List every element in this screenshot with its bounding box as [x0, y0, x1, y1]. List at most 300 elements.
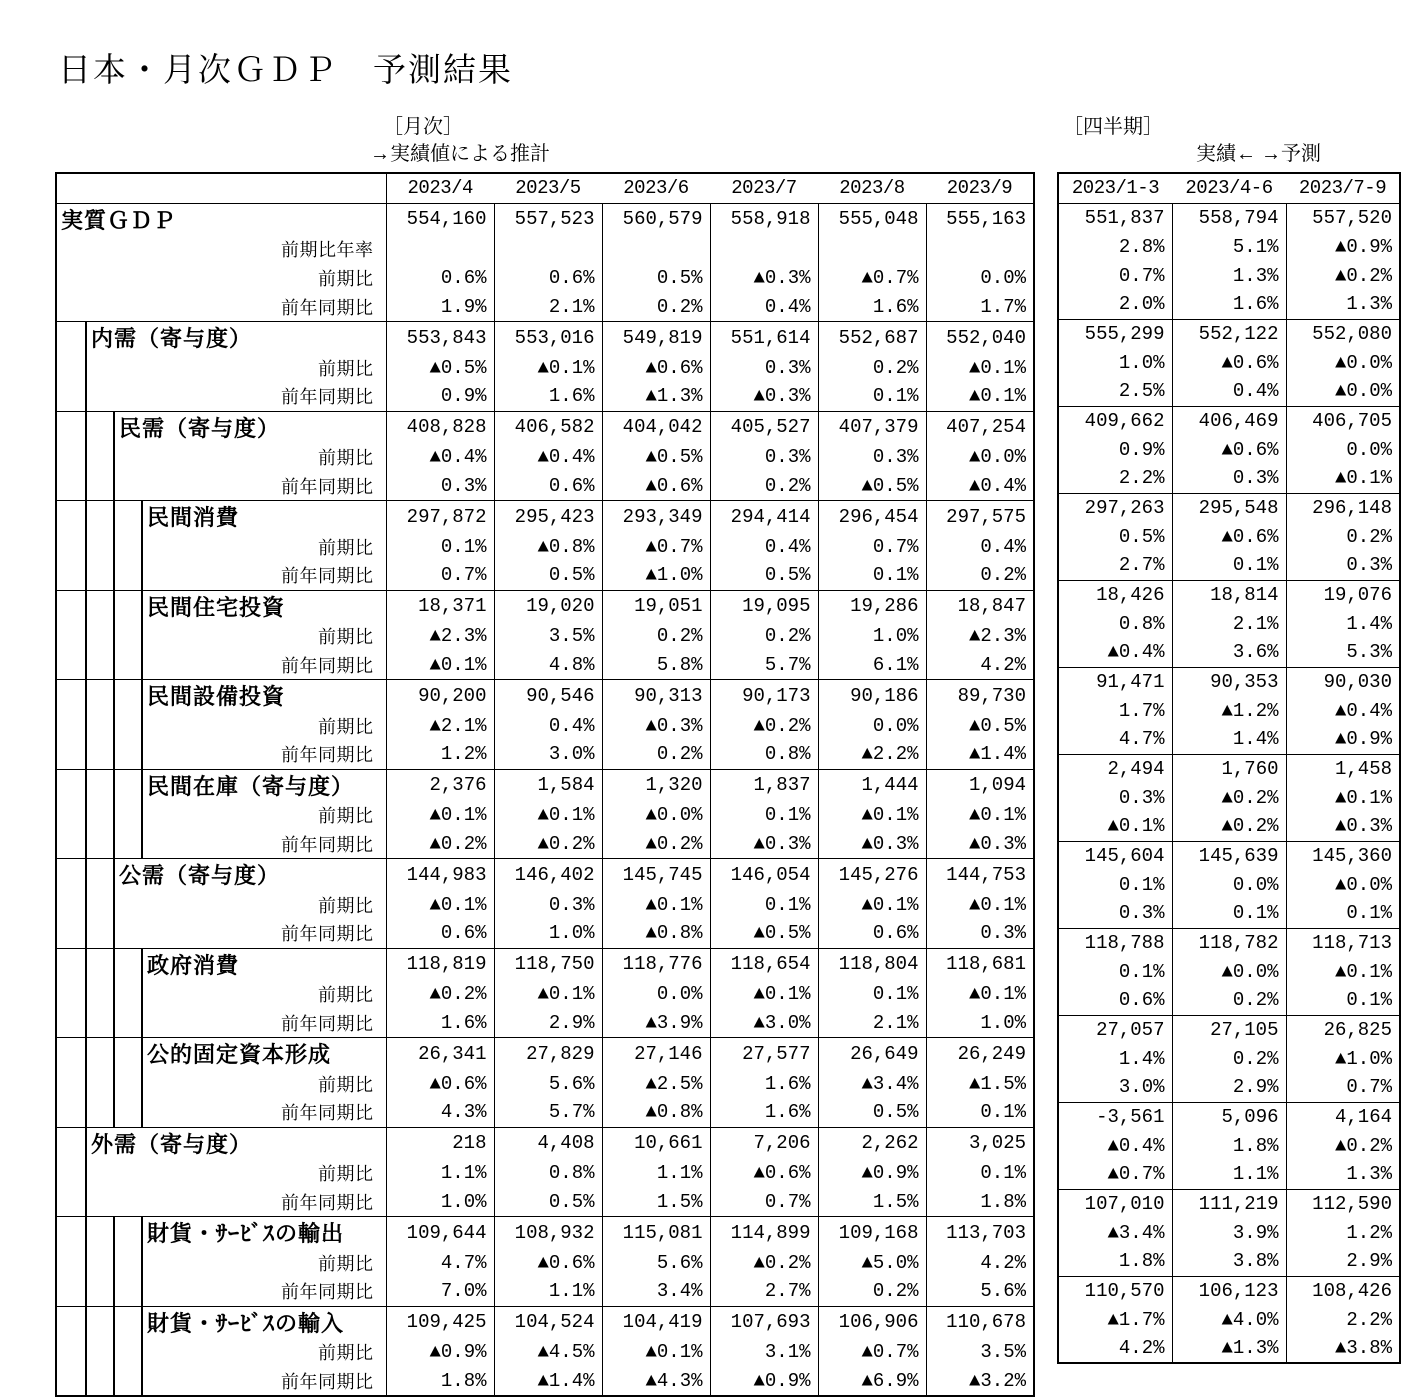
monthly-value-cell: 114,899: [710, 1217, 818, 1249]
quarterly-value-cell: 1.1%: [1172, 1160, 1286, 1189]
monthly-value-cell: [818, 235, 926, 264]
monthly-value-cell: 4.8%: [494, 651, 602, 680]
table-row: [1058, 232, 1400, 261]
indent-guide: [113, 770, 115, 801]
monthly-header-row: [56, 173, 1034, 203]
monthly-value-cell: ▲0.2%: [386, 980, 494, 1009]
indent-guide: [85, 801, 87, 830]
quarterly-value-cell: ▲0.2%: [1172, 812, 1286, 841]
quarterly-value-cell: ▲0.6%: [1172, 435, 1286, 464]
quarterly-value-cell: 106,123: [1172, 1276, 1286, 1305]
quarterly-value-cell: 90,353: [1172, 667, 1286, 696]
monthly-value-cell: 0.3%: [818, 443, 926, 472]
indent-guide: [85, 1009, 87, 1038]
indent-guide: [141, 1338, 143, 1367]
row-label-metric: [56, 622, 386, 651]
quarterly-value-cell: 1.6%: [1172, 290, 1286, 319]
monthly-value-cell: 0.0%: [926, 264, 1034, 293]
table-row: [56, 1188, 1034, 1217]
row-label-metric: [56, 1248, 386, 1277]
monthly-value-cell: ▲2.2%: [818, 740, 926, 769]
monthly-value-cell: 144,753: [926, 859, 1034, 891]
table-row: [56, 532, 1034, 561]
indent-guide: [113, 680, 115, 711]
monthly-value-cell: 1.6%: [710, 1069, 818, 1098]
quarterly-value-cell: 18,814: [1172, 580, 1286, 609]
monthly-value-cell: ▲0.8%: [602, 1098, 710, 1127]
monthly-value-cell: ▲0.3%: [602, 711, 710, 740]
quarterly-value-cell: 2.2%: [1286, 1305, 1400, 1334]
quarterly-value-cell: 1.2%: [1286, 1218, 1400, 1247]
row-label-metric: [56, 651, 386, 680]
metric-label: 前年同期比: [281, 924, 374, 945]
quarterly-value-cell: ▲0.0%: [1286, 870, 1400, 899]
monthly-value-cell: 0.4%: [494, 711, 602, 740]
monthly-value-cell: ▲0.5%: [386, 353, 494, 382]
monthly-value-cell: 1,094: [926, 769, 1034, 801]
monthly-value-cell: 1.0%: [386, 1188, 494, 1217]
metric-label: 前期比: [318, 1343, 374, 1363]
caption-quarterly-bracket: ［四半期］: [1063, 116, 1163, 138]
quarterly-value-cell: 406,705: [1286, 406, 1400, 435]
quarterly-value-cell: 0.1%: [1286, 986, 1400, 1015]
monthly-value-cell: 5.7%: [710, 651, 818, 680]
indent-guide: [113, 501, 115, 532]
indent-guide: [113, 622, 115, 651]
monthly-value-cell: 118,804: [818, 948, 926, 980]
monthly-value-cell: 408,828: [386, 411, 494, 443]
monthly-value-cell: 0.9%: [386, 382, 494, 411]
indent-guide: [85, 1038, 87, 1069]
indent-guide: [85, 651, 87, 680]
quarterly-value-cell: 555,299: [1058, 319, 1172, 348]
quarterly-value-cell: 27,105: [1172, 1015, 1286, 1044]
quarterly-value-cell: 1.8%: [1058, 1247, 1172, 1276]
table-row: [56, 235, 1034, 264]
metric-label: 前年同期比: [281, 566, 374, 587]
metric-label: 前年同期比: [281, 745, 374, 766]
quarterly-value-cell: 409,662: [1058, 406, 1172, 435]
monthly-value-cell: ▲0.3%: [926, 830, 1034, 859]
monthly-value-cell: 294,414: [710, 501, 818, 533]
monthly-header-corner: [56, 173, 386, 203]
monthly-value-cell: 557,523: [494, 203, 602, 235]
monthly-value-cell: 0.3%: [710, 353, 818, 382]
quarterly-value-cell: 118,782: [1172, 928, 1286, 957]
indent-guide: [85, 919, 87, 948]
table-row: [1058, 1305, 1400, 1334]
monthly-value-cell: 0.3%: [494, 890, 602, 919]
monthly-value-cell: 0.8%: [494, 1159, 602, 1188]
quarterly-value-cell: ▲0.7%: [1058, 1160, 1172, 1189]
quarterly-value-cell: 26,825: [1286, 1015, 1400, 1044]
indent-guide: [113, 949, 115, 980]
metric-label: 前期比: [318, 895, 374, 916]
quarterly-value-cell: 90,030: [1286, 667, 1400, 696]
quarterly-value-cell: ▲0.9%: [1286, 232, 1400, 261]
monthly-value-cell: ▲0.3%: [710, 830, 818, 859]
metric-label: 前年同期比: [281, 655, 374, 676]
quarterly-value-cell: ▲1.0%: [1286, 1044, 1400, 1073]
metric-label: 前期比: [318, 269, 374, 289]
monthly-value-cell: 90,200: [386, 680, 494, 712]
row-label-metric: [56, 443, 386, 472]
monthly-value-cell: 4.3%: [386, 1098, 494, 1127]
table-row: [1058, 783, 1400, 812]
monthly-value-cell: 1,320: [602, 769, 710, 801]
monthly-value-cell: 19,051: [602, 590, 710, 622]
monthly-value-cell: ▲0.0%: [602, 801, 710, 830]
monthly-value-cell: ▲3.0%: [710, 1009, 818, 1038]
indent-guide: [113, 711, 115, 740]
monthly-value-cell: 0.5%: [818, 1098, 926, 1127]
monthly-value-cell: 0.1%: [926, 1098, 1034, 1127]
monthly-value-cell: 218: [386, 1127, 494, 1159]
monthly-value-cell: 1.6%: [818, 293, 926, 322]
indent-guide: [113, 801, 115, 830]
monthly-value-cell: ▲3.9%: [602, 1009, 710, 1038]
quarterly-value-cell: 0.0%: [1172, 870, 1286, 899]
table-row: [1058, 1276, 1400, 1305]
quarterly-value-cell: 2.8%: [1058, 232, 1172, 261]
indent-guide: [141, 830, 143, 859]
quarterly-value-cell: 0.1%: [1172, 551, 1286, 580]
monthly-value-cell: 0.4%: [926, 532, 1034, 561]
quarterly-value-cell: 0.4%: [1172, 377, 1286, 406]
monthly-value-cell: ▲0.2%: [494, 830, 602, 859]
monthly-value-cell: 4,408: [494, 1127, 602, 1159]
indent-guide: [85, 591, 87, 622]
table-row: [56, 740, 1034, 769]
monthly-value-cell: 1.1%: [386, 1159, 494, 1188]
indent-guide: [113, 1307, 115, 1338]
indent-guide: [113, 561, 115, 590]
indent-guide: [113, 919, 115, 948]
monthly-value-cell: 1.0%: [494, 919, 602, 948]
monthly-value-cell: 406,582: [494, 411, 602, 443]
quarterly-gdp-table: [1057, 172, 1401, 1364]
monthly-value-cell: 293,349: [602, 501, 710, 533]
monthly-value-cell: 4.2%: [926, 651, 1034, 680]
row-label-group: [56, 590, 386, 622]
category-label: 財貨・ｻｰﾋﾞｽの輸出: [147, 1221, 345, 1246]
monthly-value-cell: ▲0.1%: [926, 890, 1034, 919]
row-label-metric: [56, 890, 386, 919]
monthly-value-cell: ▲0.9%: [710, 1367, 818, 1396]
monthly-value-cell: 1.0%: [926, 1009, 1034, 1038]
metric-label: 前期比: [318, 448, 374, 468]
monthly-value-cell: 145,745: [602, 859, 710, 891]
quarterly-value-cell: 557,520: [1286, 203, 1400, 232]
quarterly-value-cell: 145,604: [1058, 841, 1172, 870]
quarterly-value-cell: -3,561: [1058, 1102, 1172, 1131]
monthly-value-cell: 108,932: [494, 1217, 602, 1249]
monthly-value-cell: 0.2%: [926, 561, 1034, 590]
quarterly-value-cell: 0.6%: [1058, 986, 1172, 1015]
indent-guide: [85, 622, 87, 651]
quarterly-value-cell: ▲4.0%: [1172, 1305, 1286, 1334]
quarterly-value-cell: 3.0%: [1058, 1073, 1172, 1102]
monthly-gdp-table: [55, 172, 1035, 1397]
indent-guide: [85, 1098, 87, 1127]
quarterly-value-cell: 0.0%: [1286, 435, 1400, 464]
table-row: [1058, 290, 1400, 319]
indent-guide: [141, 680, 143, 711]
table-row: [56, 443, 1034, 472]
metric-label: 前年同期比: [281, 834, 374, 855]
monthly-value-cell: 146,054: [710, 859, 818, 891]
monthly-value-cell: 106,906: [818, 1306, 926, 1338]
indent-guide: [85, 890, 87, 919]
table-row: [56, 501, 1034, 533]
monthly-value-cell: 0.7%: [386, 561, 494, 590]
table-row: [1058, 522, 1400, 551]
quarterly-value-cell: 1.3%: [1286, 1160, 1400, 1189]
table-row: [1058, 957, 1400, 986]
table-row: [1058, 551, 1400, 580]
monthly-value-cell: [926, 235, 1034, 264]
monthly-value-cell: 18,371: [386, 590, 494, 622]
monthly-value-cell: 5.6%: [494, 1069, 602, 1098]
quarterly-value-cell: 1.8%: [1172, 1131, 1286, 1160]
table-row: [56, 561, 1034, 590]
column-header-quarter: 2023/1-3: [1058, 173, 1172, 203]
table-row: [1058, 1044, 1400, 1073]
caption-quarterly-note: 実績← →予測: [1196, 143, 1321, 165]
quarterly-value-cell: ▲0.0%: [1172, 957, 1286, 986]
monthly-value-cell: 0.2%: [818, 1277, 926, 1306]
monthly-value-cell: ▲0.9%: [386, 1338, 494, 1367]
indent-guide: [85, 353, 87, 382]
table-row: [56, 1248, 1034, 1277]
row-label-metric: [56, 830, 386, 859]
quarterly-value-cell: 107,010: [1058, 1189, 1172, 1218]
row-label-group: [56, 501, 386, 533]
metric-label: 前年同期比: [281, 1013, 374, 1034]
row-label-group: [56, 411, 386, 443]
monthly-value-cell: ▲1.4%: [926, 740, 1034, 769]
row-label-metric: [56, 711, 386, 740]
indent-guide: [141, 591, 143, 622]
row-label-group: [56, 1038, 386, 1070]
monthly-value-cell: 19,020: [494, 590, 602, 622]
quarterly-value-cell: 110,570: [1058, 1276, 1172, 1305]
row-label-metric: [56, 1069, 386, 1098]
monthly-value-cell: 0.6%: [818, 919, 926, 948]
monthly-value-cell: 110,678: [926, 1306, 1034, 1338]
monthly-value-cell: ▲0.1%: [926, 382, 1034, 411]
monthly-value-cell: 5.7%: [494, 1098, 602, 1127]
monthly-value-cell: 555,163: [926, 203, 1034, 235]
monthly-value-cell: 553,843: [386, 322, 494, 354]
table-row: [56, 1277, 1034, 1306]
column-header-month: 2023/7: [710, 173, 818, 203]
monthly-value-cell: ▲0.1%: [494, 801, 602, 830]
row-label-metric: [56, 1098, 386, 1127]
table-row: [56, 890, 1034, 919]
indent-guide: [85, 740, 87, 769]
monthly-value-cell: 0.1%: [818, 980, 926, 1009]
tables-container: [55, 172, 1401, 1397]
monthly-value-cell: ▲4.5%: [494, 1338, 602, 1367]
row-label-metric: [56, 561, 386, 590]
monthly-value-cell: ▲6.9%: [818, 1367, 926, 1396]
metric-label: 前年同期比: [281, 387, 374, 408]
quarterly-value-cell: 0.5%: [1058, 522, 1172, 551]
row-label-group: [56, 203, 386, 235]
monthly-value-cell: ▲0.5%: [926, 711, 1034, 740]
quarterly-value-cell: 2.0%: [1058, 290, 1172, 319]
monthly-value-cell: 407,379: [818, 411, 926, 443]
monthly-value-cell: 0.7%: [818, 532, 926, 561]
indent-guide: [141, 1038, 143, 1069]
category-label: 民間住宅投資: [147, 594, 286, 620]
indent-guide: [141, 980, 143, 1009]
monthly-value-cell: 7.0%: [386, 1277, 494, 1306]
monthly-value-cell: ▲0.0%: [926, 443, 1034, 472]
monthly-value-cell: 109,425: [386, 1306, 494, 1338]
indent-guide: [141, 801, 143, 830]
quarterly-value-cell: 0.2%: [1172, 1044, 1286, 1073]
table-row: [1058, 464, 1400, 493]
table-row: [1058, 841, 1400, 870]
monthly-value-cell: 0.3%: [710, 443, 818, 472]
indent-guide: [85, 1159, 87, 1188]
monthly-value-cell: 90,173: [710, 680, 818, 712]
quarterly-value-cell: 145,639: [1172, 841, 1286, 870]
row-label-metric: [56, 264, 386, 293]
monthly-value-cell: 107,693: [710, 1306, 818, 1338]
column-header-quarter: 2023/7-9: [1286, 173, 1400, 203]
table-row: [56, 322, 1034, 354]
indent-guide: [141, 532, 143, 561]
quarterly-value-cell: 0.1%: [1172, 899, 1286, 928]
quarterly-value-cell: ▲3.8%: [1286, 1334, 1400, 1363]
monthly-value-cell: 2.1%: [494, 293, 602, 322]
monthly-value-cell: ▲1.4%: [494, 1367, 602, 1396]
monthly-value-cell: 104,419: [602, 1306, 710, 1338]
table-row: [1058, 406, 1400, 435]
monthly-value-cell: 5.6%: [602, 1248, 710, 1277]
quarterly-value-cell: ▲0.0%: [1286, 377, 1400, 406]
quarterly-value-cell: 145,360: [1286, 841, 1400, 870]
quarterly-value-cell: 0.2%: [1172, 986, 1286, 1015]
monthly-value-cell: ▲5.0%: [818, 1248, 926, 1277]
row-label-group: [56, 1127, 386, 1159]
quarterly-value-cell: 2.5%: [1058, 377, 1172, 406]
quarterly-value-cell: ▲3.4%: [1058, 1218, 1172, 1247]
monthly-value-cell: 0.2%: [602, 740, 710, 769]
indent-guide: [113, 412, 115, 443]
monthly-value-cell: 1.1%: [602, 1159, 710, 1188]
monthly-value-cell: 89,730: [926, 680, 1034, 712]
monthly-value-cell: 118,681: [926, 948, 1034, 980]
table-row: [56, 472, 1034, 501]
indent-guide: [141, 1069, 143, 1098]
indent-guide: [85, 830, 87, 859]
quarterly-value-cell: 2.9%: [1286, 1247, 1400, 1276]
monthly-value-cell: 296,454: [818, 501, 926, 533]
monthly-value-cell: ▲2.3%: [926, 622, 1034, 651]
monthly-value-cell: 2,376: [386, 769, 494, 801]
indent-guide: [85, 1217, 87, 1248]
monthly-value-cell: ▲3.2%: [926, 1367, 1034, 1396]
monthly-value-cell: 5.6%: [926, 1277, 1034, 1306]
monthly-value-cell: 405,527: [710, 411, 818, 443]
table-row: [56, 948, 1034, 980]
quarterly-value-cell: 0.1%: [1058, 957, 1172, 986]
monthly-value-cell: 1,584: [494, 769, 602, 801]
quarterly-value-cell: ▲0.4%: [1058, 1131, 1172, 1160]
table-row: [1058, 261, 1400, 290]
monthly-value-cell: ▲0.1%: [818, 890, 926, 919]
indent-guide: [85, 382, 87, 411]
indent-guide: [85, 443, 87, 472]
monthly-value-cell: ▲0.6%: [602, 353, 710, 382]
quarterly-value-cell: 108,426: [1286, 1276, 1400, 1305]
monthly-value-cell: ▲0.2%: [386, 830, 494, 859]
quarterly-value-cell: 2,494: [1058, 754, 1172, 783]
monthly-value-cell: ▲0.6%: [494, 1248, 602, 1277]
metric-label: 前年同期比: [281, 297, 374, 318]
monthly-value-cell: 0.1%: [818, 382, 926, 411]
table-row: [1058, 348, 1400, 377]
quarterly-value-cell: 558,794: [1172, 203, 1286, 232]
monthly-value-cell: 115,081: [602, 1217, 710, 1249]
table-row: [56, 859, 1034, 891]
monthly-value-cell: 0.3%: [386, 472, 494, 501]
monthly-value-cell: 554,160: [386, 203, 494, 235]
indent-guide: [113, 472, 115, 501]
metric-label: 前年同期比: [281, 1103, 374, 1124]
category-label: 公的固定資本形成: [147, 1042, 332, 1067]
metric-label: 前期比: [318, 537, 374, 558]
metric-label: 前期比: [318, 1253, 374, 1274]
monthly-value-cell: ▲2.3%: [386, 622, 494, 651]
monthly-value-cell: 26,341: [386, 1038, 494, 1070]
indent-guide: [113, 591, 115, 622]
monthly-value-cell: ▲1.3%: [602, 382, 710, 411]
table-row: [56, 622, 1034, 651]
monthly-value-cell: ▲0.6%: [386, 1069, 494, 1098]
caption-monthly-note: →実績値による推計: [370, 143, 550, 165]
monthly-value-cell: 553,016: [494, 322, 602, 354]
quarterly-value-cell: 1.7%: [1058, 696, 1172, 725]
monthly-value-cell: 26,649: [818, 1038, 926, 1070]
table-row: [1058, 638, 1400, 667]
indent-guide: [85, 472, 87, 501]
monthly-value-cell: 2.7%: [710, 1277, 818, 1306]
monthly-value-cell: ▲0.3%: [710, 382, 818, 411]
monthly-value-cell: ▲0.5%: [602, 443, 710, 472]
column-header-month: 2023/9: [926, 173, 1034, 203]
indent-guide: [141, 561, 143, 590]
table-row: [56, 1306, 1034, 1338]
indent-guide: [113, 1038, 115, 1069]
quarterly-value-cell: 1.4%: [1058, 1044, 1172, 1073]
quarterly-value-cell: 1.3%: [1172, 261, 1286, 290]
quarterly-value-cell: 1.3%: [1286, 290, 1400, 319]
monthly-value-cell: ▲2.1%: [386, 711, 494, 740]
quarterly-value-cell: 3.9%: [1172, 1218, 1286, 1247]
quarterly-value-cell: 0.9%: [1058, 435, 1172, 464]
table-row: [1058, 1160, 1400, 1189]
monthly-value-cell: 3.1%: [710, 1338, 818, 1367]
indent-guide: [85, 949, 87, 980]
table-row: [1058, 899, 1400, 928]
indent-guide: [85, 501, 87, 532]
monthly-value-cell: 0.6%: [494, 264, 602, 293]
